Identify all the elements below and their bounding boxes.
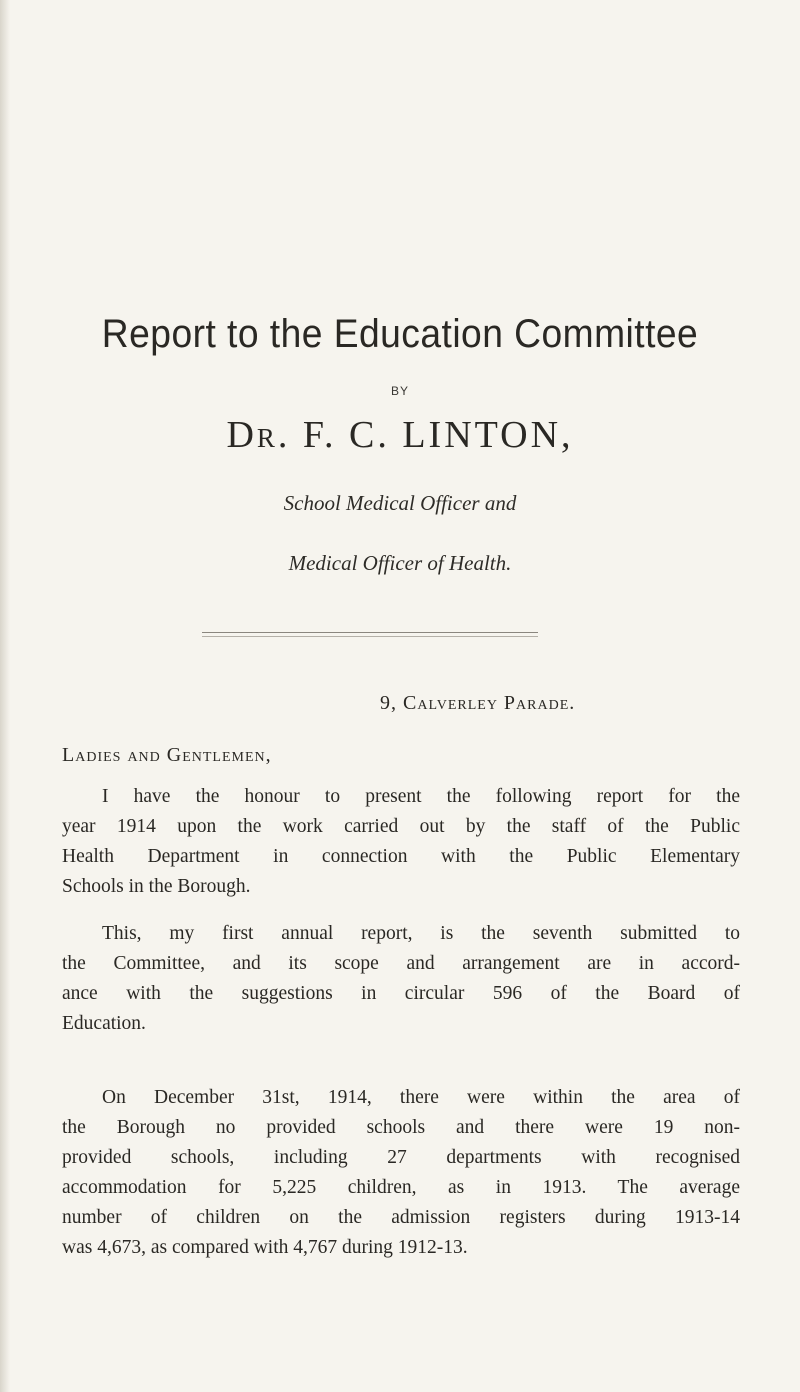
paragraph-line: Schools in the Borough. (62, 876, 251, 897)
divider-rule (202, 632, 538, 633)
paragraph-line: provided schools, including 27 departments with recognised (62, 1147, 740, 1168)
author-role-line-2: Medical Officer of Health. (288, 551, 512, 575)
by-label: BY (390, 384, 409, 398)
divider-rule-secondary (202, 636, 538, 637)
paragraph-line: was 4,673, as compared with 4,767 during 1912-13. (62, 1237, 468, 1258)
paragraph-line: year 1914 upon the work carried out by the staff of the Public (62, 816, 740, 837)
paragraph-line: number of children on the admission registers during 1913-14 (62, 1207, 740, 1228)
author-role-line-1: School Medical Officer and (283, 491, 517, 515)
paragraph-line: I have the honour to present the following report for the (102, 786, 740, 807)
paragraph-line: accommodation for 5,225 children, as in 1913. The average (62, 1177, 740, 1198)
paragraph-line: the Committee, and its scope and arrangement are in accord- (62, 953, 740, 974)
paragraph-line: On December 31st, 1914, there were within the area of (102, 1087, 740, 1108)
paragraph-line: Health Department in connection with the Public Elementary (62, 846, 740, 867)
paragraph-line: ance with the suggestions in circular 596 of the Board of (62, 983, 740, 1004)
report-title: Report to the Education Committee (101, 312, 699, 356)
address: 9, Calverley Parade. (380, 692, 576, 714)
salutation: Ladies and Gentlemen, (62, 744, 272, 766)
author-name: Dr. F. C. LINTON, (226, 414, 574, 456)
paragraph-1 (62, 782, 740, 902)
paragraph-line: Education. (62, 1013, 146, 1034)
paragraph-line: This, my first annual report, is the seventh submitted to (102, 923, 740, 944)
paragraph-2 (62, 919, 740, 1039)
paragraph-3 (62, 1083, 740, 1263)
paragraph-line: the Borough no provided schools and there were 19 non- (62, 1117, 740, 1138)
